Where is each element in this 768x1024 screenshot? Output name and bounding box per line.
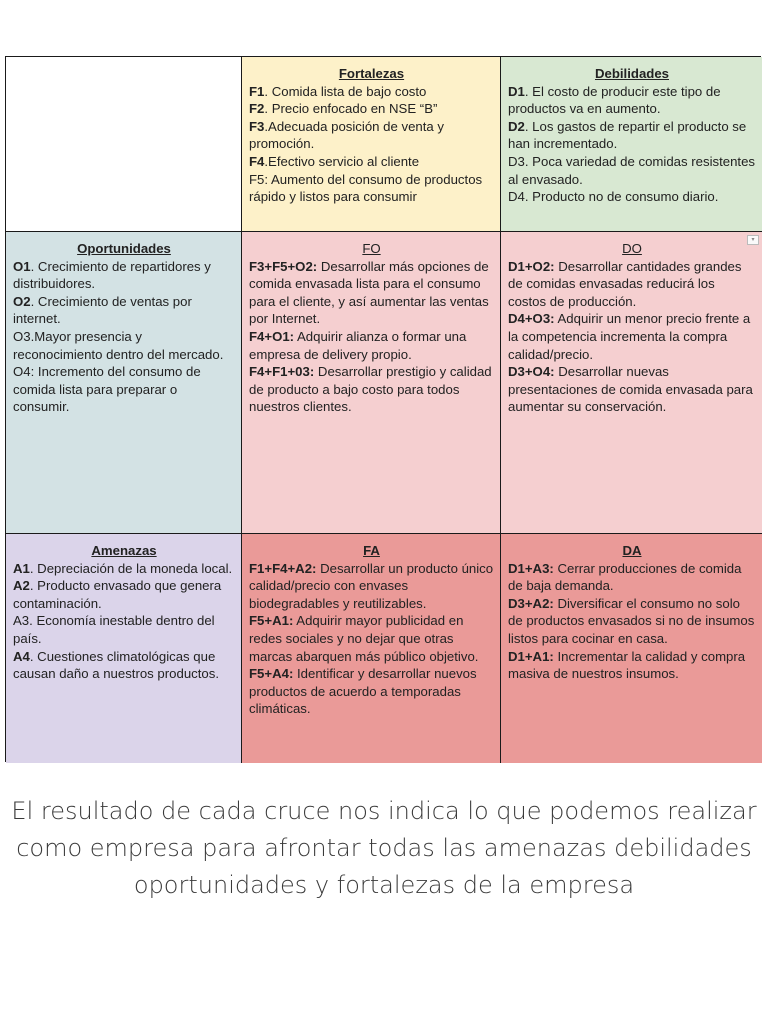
da-strategy: D1+A3: Cerrar producciones de comida de baja demanda. <box>508 560 742 594</box>
fortaleza-item: F4.Efectivo servicio al cliente <box>249 153 420 169</box>
fo-strategy: F3+F5+O2: Desarrollar más opciones de comida envasada lista para el consumo para el cliente, y así aumentar las ventas por Internet. <box>249 258 489 327</box>
da-strategy: D1+A1: Incrementar la calidad y compra masiva de nuestros insumos. <box>508 648 746 682</box>
do-title: DO <box>622 241 642 256</box>
oportunidad-item: O3.Mayor presencia y reconocimiento dentro del mercado. <box>13 328 224 362</box>
amenazas-cell <box>6 534 242 763</box>
fo-strategy: F4+F1+03: Desarrollar prestigio y calidad de producto a bajo costo para todos nuestros clientes. <box>249 364 492 415</box>
fortaleza-item: F2. Precio enfocado en NSE “B” <box>249 101 438 117</box>
da-cell <box>501 534 762 763</box>
do-strategy: D4+O3: Adquirir un menor precio frente a la competencia incrementa la compra calidad/precio. <box>508 311 751 362</box>
amenazas-title: Amenazas <box>91 543 157 558</box>
amenaza-item: A2. Producto envasado que genera contaminación. <box>13 578 222 611</box>
fortalezas-title: Fortalezas <box>338 66 405 81</box>
amenaza-item: A4. Cuestiones climatológicas que causan daño a nuestros productos. <box>13 648 220 682</box>
fortaleza-item: F3.Adecuada posición de venta y promoción. <box>249 118 445 152</box>
fortaleza-item: F5: Aumento del consumo de productos rápido y listos para consumir <box>249 171 483 205</box>
oportunidades-cell <box>6 232 242 534</box>
fa-strategy: F1+F4+A2: Desarrollar un producto único calidad/precio con envases biodegradables y reutilizables. <box>249 560 494 611</box>
debilidad-item: D4. Producto no de consumo diario. <box>508 189 719 205</box>
caption-text: El resultado de cada cruce nos indica lo que podemos realizar como empresa para afrontar todas las amenazas debilidades oportunidades y fortalezas de la empresa <box>11 797 757 899</box>
amenaza-item: A1. Depreciación de la moneda local. <box>13 560 233 576</box>
fo-cell <box>242 232 501 534</box>
oportunidad-item: O1. Crecimiento de repartidores y distribuidores. <box>13 258 211 292</box>
dropdown-marker-icon[interactable]: ▾ <box>747 235 759 245</box>
fortalezas-cell <box>242 57 501 232</box>
do-strategy: D1+O2: Desarrollar cantidades grandes de comidas envasadas reducirá los costos de producción. <box>508 258 742 309</box>
da-strategy: D3+A2: Diversificar el consumo no solo de productos envasados si no de insumos listos para cocinar en casa. <box>508 595 755 646</box>
debilidades-title: Debilidades <box>594 66 670 81</box>
debilidad-item: D3. Poca variedad de comidas resistentes al envasado. <box>508 153 756 187</box>
oportunidades-title: Oportunidades <box>77 241 171 256</box>
debilidad-item: D2. Los gastos de repartir el producto se han incrementado. <box>508 118 747 152</box>
fo-title: FO <box>362 241 381 256</box>
da-title: DA <box>622 543 642 558</box>
debilidad-item: D1. El costo de producir este tipo de productos va en aumento. <box>508 83 721 117</box>
fa-strategy: F5+A1: Adquirir mayor publicidad en redes sociales y no dejar que otras marcas abarquen más público objetivo. <box>249 613 479 664</box>
foda-matrix <box>5 56 761 762</box>
empty-corner-cell <box>6 57 242 232</box>
fa-title: FA <box>363 543 380 558</box>
fa-strategy: F5+A4: Identificar y desarrollar nuevos productos de acuerdo a temporadas climáticas. <box>249 666 477 717</box>
debilidades-cell <box>501 57 762 232</box>
fa-cell <box>242 534 501 763</box>
amenaza-item: A3. Economía inestable dentro del país. <box>13 613 215 646</box>
fo-strategy: F4+O1: Adquirir alianza o formar una empresa de delivery propio. <box>249 328 467 362</box>
do-strategy: D3+O4: Desarrollar nuevas presentaciones de comida envasada para aumentar su conservación. <box>508 364 753 415</box>
oportunidad-item: O2. Crecimiento de ventas por internet. <box>13 293 192 327</box>
fortaleza-item: F1. Comida lista de bajo costo <box>249 83 427 99</box>
oportunidad-item: O4: Incremento del consumo de comida lista para preparar o consumir. <box>13 364 201 415</box>
do-cell <box>501 232 762 534</box>
